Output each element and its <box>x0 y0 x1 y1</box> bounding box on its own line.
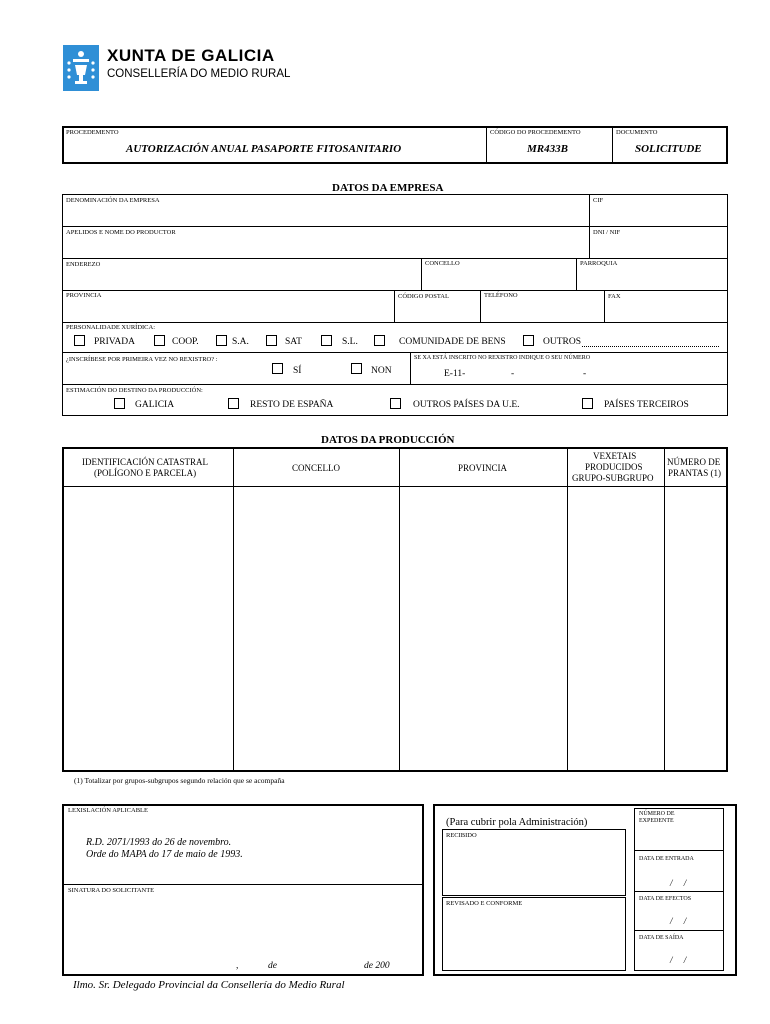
galicia-checkbox[interactable] <box>114 398 125 409</box>
coop-checkbox[interactable] <box>154 335 165 346</box>
code-value: MR433B <box>527 143 568 155</box>
legislation-line1: R.D. 2071/1993 do 26 de novembro. <box>86 837 232 848</box>
producer-name-field[interactable] <box>63 238 588 257</box>
date-de-200: de 200 <box>364 961 390 971</box>
fax-field[interactable] <box>605 302 727 321</box>
effect-date-slashes: / / <box>670 916 687 926</box>
signature-field[interactable] <box>64 898 422 954</box>
si-checkbox[interactable] <box>272 363 283 374</box>
si-label: SÍ <box>293 366 302 376</box>
municipality-field[interactable] <box>422 270 575 289</box>
xunta-logo <box>63 45 99 91</box>
production-footnote: (1) Totalizar por grupos-subgrupos segundo relación que se acompaña <box>74 776 285 785</box>
file-number-label-1: NÚMERO DE <box>639 811 675 817</box>
cif-label: CIF <box>593 197 604 204</box>
reviewed-box <box>442 897 626 971</box>
procedure-value: AUTORIZACIÓN ANUAL PASAPORTE FITOSANITARIO <box>126 143 402 155</box>
coop-label: COOP. <box>172 337 199 347</box>
address-label: ENDEREZO <box>66 261 101 268</box>
registry-dash-2: - <box>583 369 587 379</box>
terceiros-checkbox[interactable] <box>582 398 593 409</box>
comunidade-label: COMUNIDADE DE BENS <box>399 337 506 347</box>
province-field[interactable] <box>63 302 393 321</box>
org-name: XUNTA DE GALICIA <box>107 46 275 65</box>
destination-label: ESTIMACIÓN DO DESTINO DA PRODUCCIÓN: <box>66 387 203 394</box>
production-rows-area[interactable] <box>64 488 726 770</box>
non-label: NON <box>371 366 392 376</box>
procedure-label: PROCEDEMENTO <box>66 129 119 136</box>
cadastral-header-line1: IDENTIFICACIÓN CATASTRAL <box>82 457 209 467</box>
document-label: DOCUMENTO <box>616 129 658 136</box>
dni-field[interactable] <box>590 238 727 257</box>
outros-checkbox[interactable] <box>523 335 534 346</box>
plants-header-line2: PRODUCIDOS <box>585 462 643 472</box>
outros-ue-label: OUTROS PAÍSES DA U.E. <box>413 400 520 410</box>
postal-code-field[interactable] <box>395 302 479 321</box>
addressee: Ilmo. Sr. Delegado Provincial da Consellería do Medio Rural <box>73 979 345 991</box>
code-label: CÓDIGO DO PROCEDEMENTO <box>490 129 581 136</box>
comunidade-checkbox[interactable] <box>374 335 385 346</box>
outros-ue-checkbox[interactable] <box>390 398 401 409</box>
phone-field[interactable] <box>481 302 603 321</box>
sat-checkbox[interactable] <box>266 335 277 346</box>
resto-espana-checkbox[interactable] <box>228 398 239 409</box>
effect-date-label: DATA DE EFECTOS <box>639 896 692 902</box>
plants-header-line3: GRUPO-SUBGRUPO <box>572 473 654 483</box>
dni-label: DNI / NIF <box>593 229 621 236</box>
non-checkbox[interactable] <box>351 363 362 374</box>
exit-date-slashes: / / <box>670 955 687 965</box>
department-name: CONSELLERÍA DO MEDIO RURAL <box>107 68 291 80</box>
date-de: de <box>268 961 277 971</box>
entry-date-slashes: / / <box>670 878 687 888</box>
company-name-field[interactable] <box>63 206 588 225</box>
registry-number-field[interactable] <box>470 365 720 380</box>
sl-checkbox[interactable] <box>321 335 332 346</box>
registry-dash-1: - <box>511 369 515 379</box>
fax-label: FAX <box>608 293 621 300</box>
coat-of-arms-icon <box>63 45 99 91</box>
company-section-title: DATOS DA EMPRESA <box>332 182 444 194</box>
terceiros-label: PAÍSES TERCEIROS <box>604 400 689 410</box>
date-comma: , <box>236 961 239 971</box>
document-value: SOLICITUDE <box>635 143 702 155</box>
privada-label: PRIVADA <box>94 337 136 347</box>
province-label: PROVINCIA <box>66 292 102 299</box>
sa-checkbox[interactable] <box>216 335 227 346</box>
production-section-title: DATOS DA PRODUCCIÓN <box>321 434 455 446</box>
legislation-label: LEXISLACIÓN APLICABLE <box>68 807 148 814</box>
phone-label: TELÉFONO <box>484 292 518 299</box>
producer-name-label: APELIDOS E NOME DO PRODUCTOR <box>66 229 176 236</box>
signature-label: SINATURA DO SOLICITANTE <box>68 887 155 894</box>
exit-date-label: DATA DE SAÍDA <box>639 935 684 941</box>
sat-label: SAT <box>285 337 302 347</box>
file-number-label-2: EXPEDENTE <box>639 818 674 824</box>
privada-checkbox[interactable] <box>74 335 85 346</box>
parish-label: PARROQUIA <box>580 260 618 267</box>
cadastral-header-line2: (POLÍGONO E PARCELA) <box>94 468 197 478</box>
company-name-label: DENOMINACIÓN DA EMPRESA <box>66 197 160 204</box>
reviewed-label: REVISADO E CONFORME <box>446 900 523 907</box>
received-label: RECIBIDO <box>446 832 477 839</box>
province-header: PROVINCIA <box>458 463 508 473</box>
admin-title: (Para cubrir pola Administración) <box>446 817 588 828</box>
parish-field[interactable] <box>577 270 727 289</box>
postal-code-label: CÓDIGO POSTAL <box>398 293 449 300</box>
admin-dates-box <box>634 808 724 971</box>
sl-label: S.L. <box>342 337 358 347</box>
outros-label: OUTROS <box>543 337 582 347</box>
already-registered-label: SE XA ESTÁ INSCRITO NO REXISTRO INDIQUE O SEU NÚMERO <box>414 355 591 361</box>
legal-form-label: PERSONALIDADE XURÍDICA: <box>66 324 156 331</box>
registry-prefix: E-11- <box>444 369 466 379</box>
resto-espana-label: RESTO DE ESPAÑA <box>250 400 334 410</box>
entry-date-label: DATA DE ENTRADA <box>639 856 694 862</box>
outros-field[interactable] <box>582 346 719 347</box>
count-header-line2: PRANTAS (1) <box>668 468 722 478</box>
count-header-line1: NÚMERO DE <box>667 457 721 467</box>
sa-label: S.A. <box>232 337 249 347</box>
municipality-label: CONCELLO <box>425 260 460 267</box>
first-registration-label: ¿INSCRÍBESE POR PRIMEIRA VEZ NO REXISTRO? : <box>66 356 218 363</box>
cif-field[interactable] <box>590 206 727 225</box>
legislation-line2: Orde do MAPA do 17 de maio de 1993. <box>86 849 243 860</box>
address-field[interactable] <box>63 270 420 289</box>
municipality-header: CONCELLO <box>292 463 340 473</box>
galicia-label: GALICIA <box>135 400 175 410</box>
plants-header-line1: VEXETAIS <box>593 451 637 461</box>
